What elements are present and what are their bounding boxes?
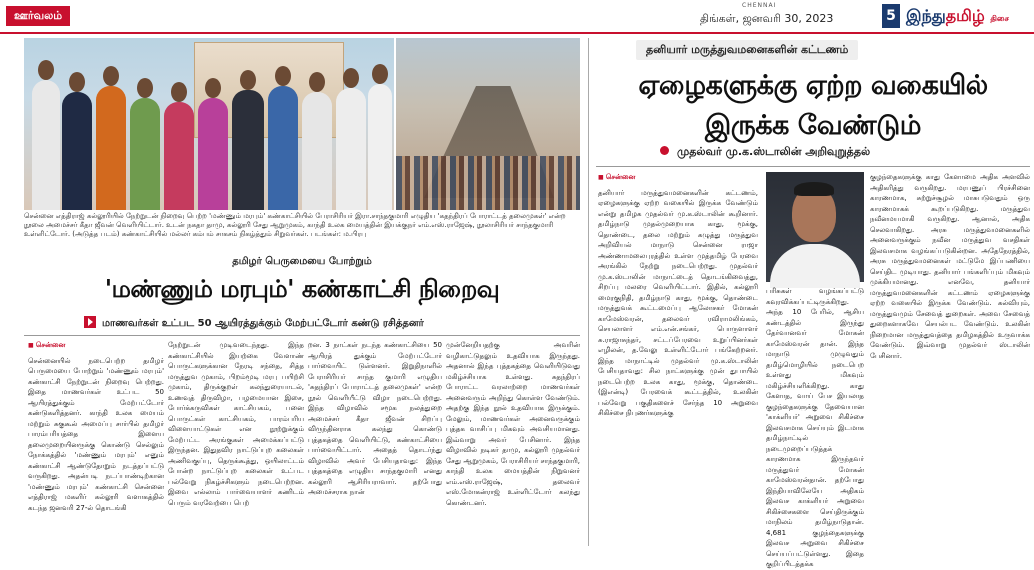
story-kicker: தமிழர் பெருமையை போற்றும் <box>232 256 372 267</box>
article-text: குழந்தைகளுக்கு காது கேளாமை அதிக அளவில் அதிகரித்து வருகிறது. மரபணுப் பிரச்சினை காரணமாக, சுற்றுச்சூழல் மாசுபடுவதும் ஒரு காரணமாகக் கூறப்படுகிறது. மருத்துவ நவீனமயமாகி வருகிறது. ஆனால், அதிக செலவாகிறது. அரசு மருத்துவமனைகளில் அனைவருக்கும் நவீன மருத்துவ வசதிகள் இலவசமாக வழங்கப்படுகின்றன. அதேநேரத்தில், அரசு மருத்துவமனைகள் மட்டுமே இப்பணியை செய்திட முடியாது. தனியார் பங்களிப்பும் மிகவும் முக்கியமானது. எனவே, தனியார் மருத்துவமனைகளின் கட்டணம் ஏழைகளுக்கு ஏற்ற வகையில் இருக்க வேண்டும். கல்வியும், மருத்துவமும் சேவைத் துறைகள். அவை சேவைத் துறைகளாகவே செயல்பட வேண்டும். உலகின் நிறைமான மருத்துவத்தை தமிழகத்தில் உருவாக்க வேண்டும். இவ்வாறு முதல்வர் ஸ்டாலின் பேசினார். <box>870 173 1030 360</box>
book-release-photo <box>24 38 394 210</box>
guest-figure <box>268 86 298 210</box>
story-subhead <box>660 145 870 160</box>
article-column <box>308 340 442 546</box>
divider <box>24 335 580 336</box>
newspaper-logo <box>906 6 1009 27</box>
guest-figure <box>232 90 264 210</box>
guest-figure <box>368 84 392 210</box>
article-column <box>870 172 1030 546</box>
guest-figure <box>302 92 332 210</box>
issue-date: திங்கள், ஜனவரி 30, 2023 <box>700 12 834 25</box>
story-headline <box>596 66 1030 146</box>
audience <box>396 156 580 210</box>
mallakhamb-photo <box>396 38 580 210</box>
column-divider <box>588 38 589 546</box>
article-text: நேற்றுடன் முடிவடைந்தது. இந்த கண்காட்சியில் இயற்கை வேளாண் பொருட்களுக்கான நேரடி சந்தை, சித்த மருத்துவ முகாம், பிறம்மூடி மரபு பயிற்சி முகாம், திருக்குறள் கலந்துரையாடல், உணவுத் திருவிழா, பழமையான இசை, போர்க்கருவிகள் காட்சியகம், பனை பொருட்கள் காட்சியகம், பாரம்பரிய விளையாட்டுகள் என நூற்றுக்கும் மேற்பட்ட அரங்குகள் அமைக்கப்பட்டு இருந்தன. இதுதவிர நாட்டுப்புற கலைகள் அணிவகுப்பு, தெருக்கூத்து, ஒயிலாட்டம் போன்ற நாட்டுப்புற கலைகள் உட்பட பல்வேறு நிகழ்ச்சிகளும் நடைபெற்றன. இவை எல்லாம் பார்வையாளர் கணிடம் பெரும் வரவேற்பை பெற் <box>168 341 304 507</box>
article-text: முன்னேறியதற்கு அவரின் வழிகாட்டுதலும் உதவியாக இருந்தது. அதனால் இந்த புத்தகத்தை வெளியிடுவது மகிழ்ச்சியாக உள்ளது. சுதந்திரப் போராட்ட வரலாற்றை மாணவர்கள் அனைவரும் அறிந்து கொள்ள வேண்டும். அதற்கு இந்த நூல் உதவியாக இருக்கும். மேலும், மாணவர்கள் அனைவருக்கும் புத்தக வாசிப்பு மிகவும் அவசியமானது. இவ்வாறு அவர் பேசினார். இந்த விழாவில் நடிகர் தாமு, கல்லூரி முதல்வர் சேது ஆறுமுகம், பேராசிரியர் சாந்தகுமாரி, காந்தி உலக மையத்தின் நிறுவனர் எம்.எஸ்.ராஜேஷ், தலைவர் எஸ்.மோகன்ராஜ் உள்ளிட்டோர் கலந்து கொண்டனர். <box>446 341 580 507</box>
bullet-icon <box>660 146 669 155</box>
article-column <box>28 340 164 546</box>
brand-accent: தமிழ் <box>945 6 985 25</box>
article-text: றன. 3 நாட்கள் நடந்த கண்காட்சியை 50 ஆயிரத் துக்கும் மேற்பட்டோர் பார்வையிட் டுள்ளனர். இறுதிநாளில் பேராசிரியர் சாந்த குமாரி எழுதிய 'சுதந்திரப் போராட்டத் தலைமுகள்' என்ற நூல் வெளியீட்டு விழா நடைபெற்றது. இந்த விழாவில் சமூக நலத்துறை அமைச்சர் கீதா ஜீவன் சிறப்பு விருந்தினராக கலந்து கொண்டு புத்தகத்தை வெளியிட்டு, கண்காட்சியை பார்வையிட்டார். அதைத் தொடர்ந்து விழாவில் அவர் பேசியதாவது: இந்த புத்தகத்தை எழுதிய சாந்தகுமாரி எனது கல்லூரி ஆசிரியராவார். தற்போது அமைச்சராக நான் <box>308 341 442 496</box>
article-column <box>598 172 758 546</box>
story-kicker: தனியார் மருத்துவமனைகளின் கட்டணம் <box>636 40 858 60</box>
brand-tag: திசை <box>990 13 1009 23</box>
article-text: சென்னையில் நடைபெற்ற தமிழர் பெருமையை போற்றும் 'மண்ணும் மரபும்' கண்காட்சி நேற்றுடன் நிறைவு பெற்றது. இதை மாணவர்கள் உட்பட 50 ஆயிரத்துக்கும் மேற்பட்டோர் கண்டுகளித்தனர். காந்தி உலக மையம் மற்றும் சுகுகூல் அமைப்பு சார்பில் தமிழர் பாரம்பரியத்தை இளைய தலைமுறையினருக்கு கொண்டு செல்லும் நோக்கத்தில் 'மண்ணும் மரபும்' எனும் கண்காட்சி ஆண்டுதோறும் நடத்தப்பட்டு வருகிறது. அதன்படி நடப்பாண்டிற்கான 'மண்ணும் மரபும்' கண்காட்சி சென்னை எத்திராஜ் மகளிர் கல்லூரி வளாகத்தில் கடந்த ஜனவரி 27-ல் தொடங்கி <box>28 356 164 512</box>
page-masthead <box>0 0 1034 34</box>
headline-line: இருக்க வேண்டும் <box>705 110 921 141</box>
guest-figure <box>32 80 60 210</box>
guest-figure <box>62 92 92 210</box>
story-subhead-text: மாணவர்கள் உட்பட 50 ஆயிரத்துக்கும் மேற்பட்டோர் கண்டு ரசித்தனர் <box>102 318 424 329</box>
dateline: ■ சென்னை <box>598 173 635 181</box>
chief-minister-photo <box>766 172 864 282</box>
guest-figure <box>164 102 194 210</box>
section-tag: ஊர்வலம் <box>6 6 70 26</box>
story-headline: 'மண்ணும் மரபும்' கண்காட்சி நிறைவு <box>104 274 500 303</box>
headline-line: ஏழைகளுக்கு ஏற்ற வகையில் <box>638 70 988 101</box>
guest-figure <box>130 98 160 210</box>
story-subhead-text: முதல்வர் மு.க.ஸ்டாலின் அறிவுறுத்தல் <box>677 145 871 158</box>
article-column <box>446 340 580 546</box>
guest-figure <box>336 88 366 210</box>
city-tag: CHENNAI <box>742 2 777 9</box>
article-text: பரிசுகள் வழங்கப்பட்டு கவுரவிக்கப்பட்டிருக்கிறது. அந்த 10 பேரில், ஆசிய கண்டத்தில் இருந்து தேர்வானவர் மோகன் காமேஸ்வரன் தான். இந்த மாநாடு முழுவதும் தமிழ்மொழியில் நடைபெற உள்ளது மிகவும் மகிழ்ச்சியளிக்கிறது. காது கேளாத, வாய் பேச இயலாத குழந்தைகளுக்கு தேவையான 'காக்ளியர்' அறுவை சிகிச்சை இலவசமாக செய்யும் இடமாக தமிழ்நாட்டில் நடைமுறைப்படுத்தக் காரணமாக இருந்தவர் மருத்துவர் மோகன் காமேஸ்வரன்தான். தற்போது இந்தியாவிலேயே அதிகம் இலவச காக்ளியர் அறுவை சிகிச்சைகளை செய்திருக்கும் மாநிலம் தமிழ்நாடுதான். 4,681 குழந்தைகளுக்கு இலவச அறுவை சிகிச்சை செய்யப்பட்டுள்ளது. இதை குறிப்பிடத்தக்க <box>766 287 864 568</box>
page-number: 5 <box>882 4 900 28</box>
article-text: தனியார் மருத்துவமனைகளின் கட்டணம், ஏழைகளுக்கு ஏற்ற வகையில் இருக்க வேண்டும் என்று தமிழக முதல்வர் மு.க.ஸ்டாலின் கூறினார். தமிழ்நாடு முதல்முறையாக காது, மூக்கு, தொண்டை, தலை மற்றும் கழுத்து மருத்துவ அறிவியல் மாநாடு சென்னை ராஜா அண்ணாமலைபுரத்தில் உள்ள முத்தமிழ் பேரவை அரங்கில் நேற்று நடைபெற்றது. முதல்வர் மு.க.ஸ்டாலின் மாநாட்டைத் தொடங்கிவைத்து, சிறப்பு மலரை வெளியிட்டார். இதில், கல்லூரி மைரகுநிதி, தமிழ்நாடு காது, மூக்கு, தொண்டை மருத்துவக் கூட்டமைப்பு ஆலோசகர் மோகன் காமேஸ்வரன், தலைவர் ரவிராமலிங்கம், செயலாளர் எம்.என்.சங்கர், பொருளாளர் சு.ராஜாசுந்தர், சட்டப்பேரவை உறுப்பினர்கள் எழிலன், த.வேலு உள்ளிட்டோர் பங்கேற்றனர். இந்த மாநாட்டில் முதல்வர் மு.க.ஸ்டாலின் பேசியதாவது: சில நாட்களுக்கு முன் துபாயில் நடைபெற்ற உலக காது, மூக்கு, தொண்டை (இஎன்டி) பேரவைக் கூட்டத்தில், உலகின் பல்வேறு பகுதிகளைச் சேர்ந்த 10 அறுவை சிகிச்சை நிபுணர்களுக்கு <box>598 188 758 417</box>
guest-figure <box>96 86 126 210</box>
divider <box>596 166 1030 167</box>
guest-figure <box>198 98 228 210</box>
dateline: ■ சென்னை <box>28 341 65 349</box>
brand-main: இந்து <box>906 6 946 25</box>
article-column <box>168 340 304 546</box>
story-subhead <box>84 316 424 330</box>
play-icon <box>84 316 96 328</box>
photo-caption: சென்னை எத்திராஜ் கல்லூரியில் நேற்றுடன் நிறைவு பெற்ற 'மண்ணும் மரபும்' கண்காட்சியில் பேராசிரியர் இரா.சாந்தகுமாரி எழுதிய 'கதந்திரப் போராட்டத் தலைமுகள்' என்ற நூலை அமைச்சர் கீதா ஜீவன் வெளியிட்டார். உடன் நகதா தாமு, கல்லூரி சேது ஆறுமுகம், காந்தி உலக மையத்தின் இயக்குநர் எம்.எஸ்.ராஜேஷ், நூலாசிரியர் சாந்தகுமாரி உள்ளிட்டோர். (அடுத்த படம்) கண்காட்சியில் மல்லர் கம்பம் சாகசம் நிகழ்த்தும் சிறுவர்கள். படங்கள்: ம.பிரபு <box>24 212 566 238</box>
article-column <box>766 286 864 568</box>
